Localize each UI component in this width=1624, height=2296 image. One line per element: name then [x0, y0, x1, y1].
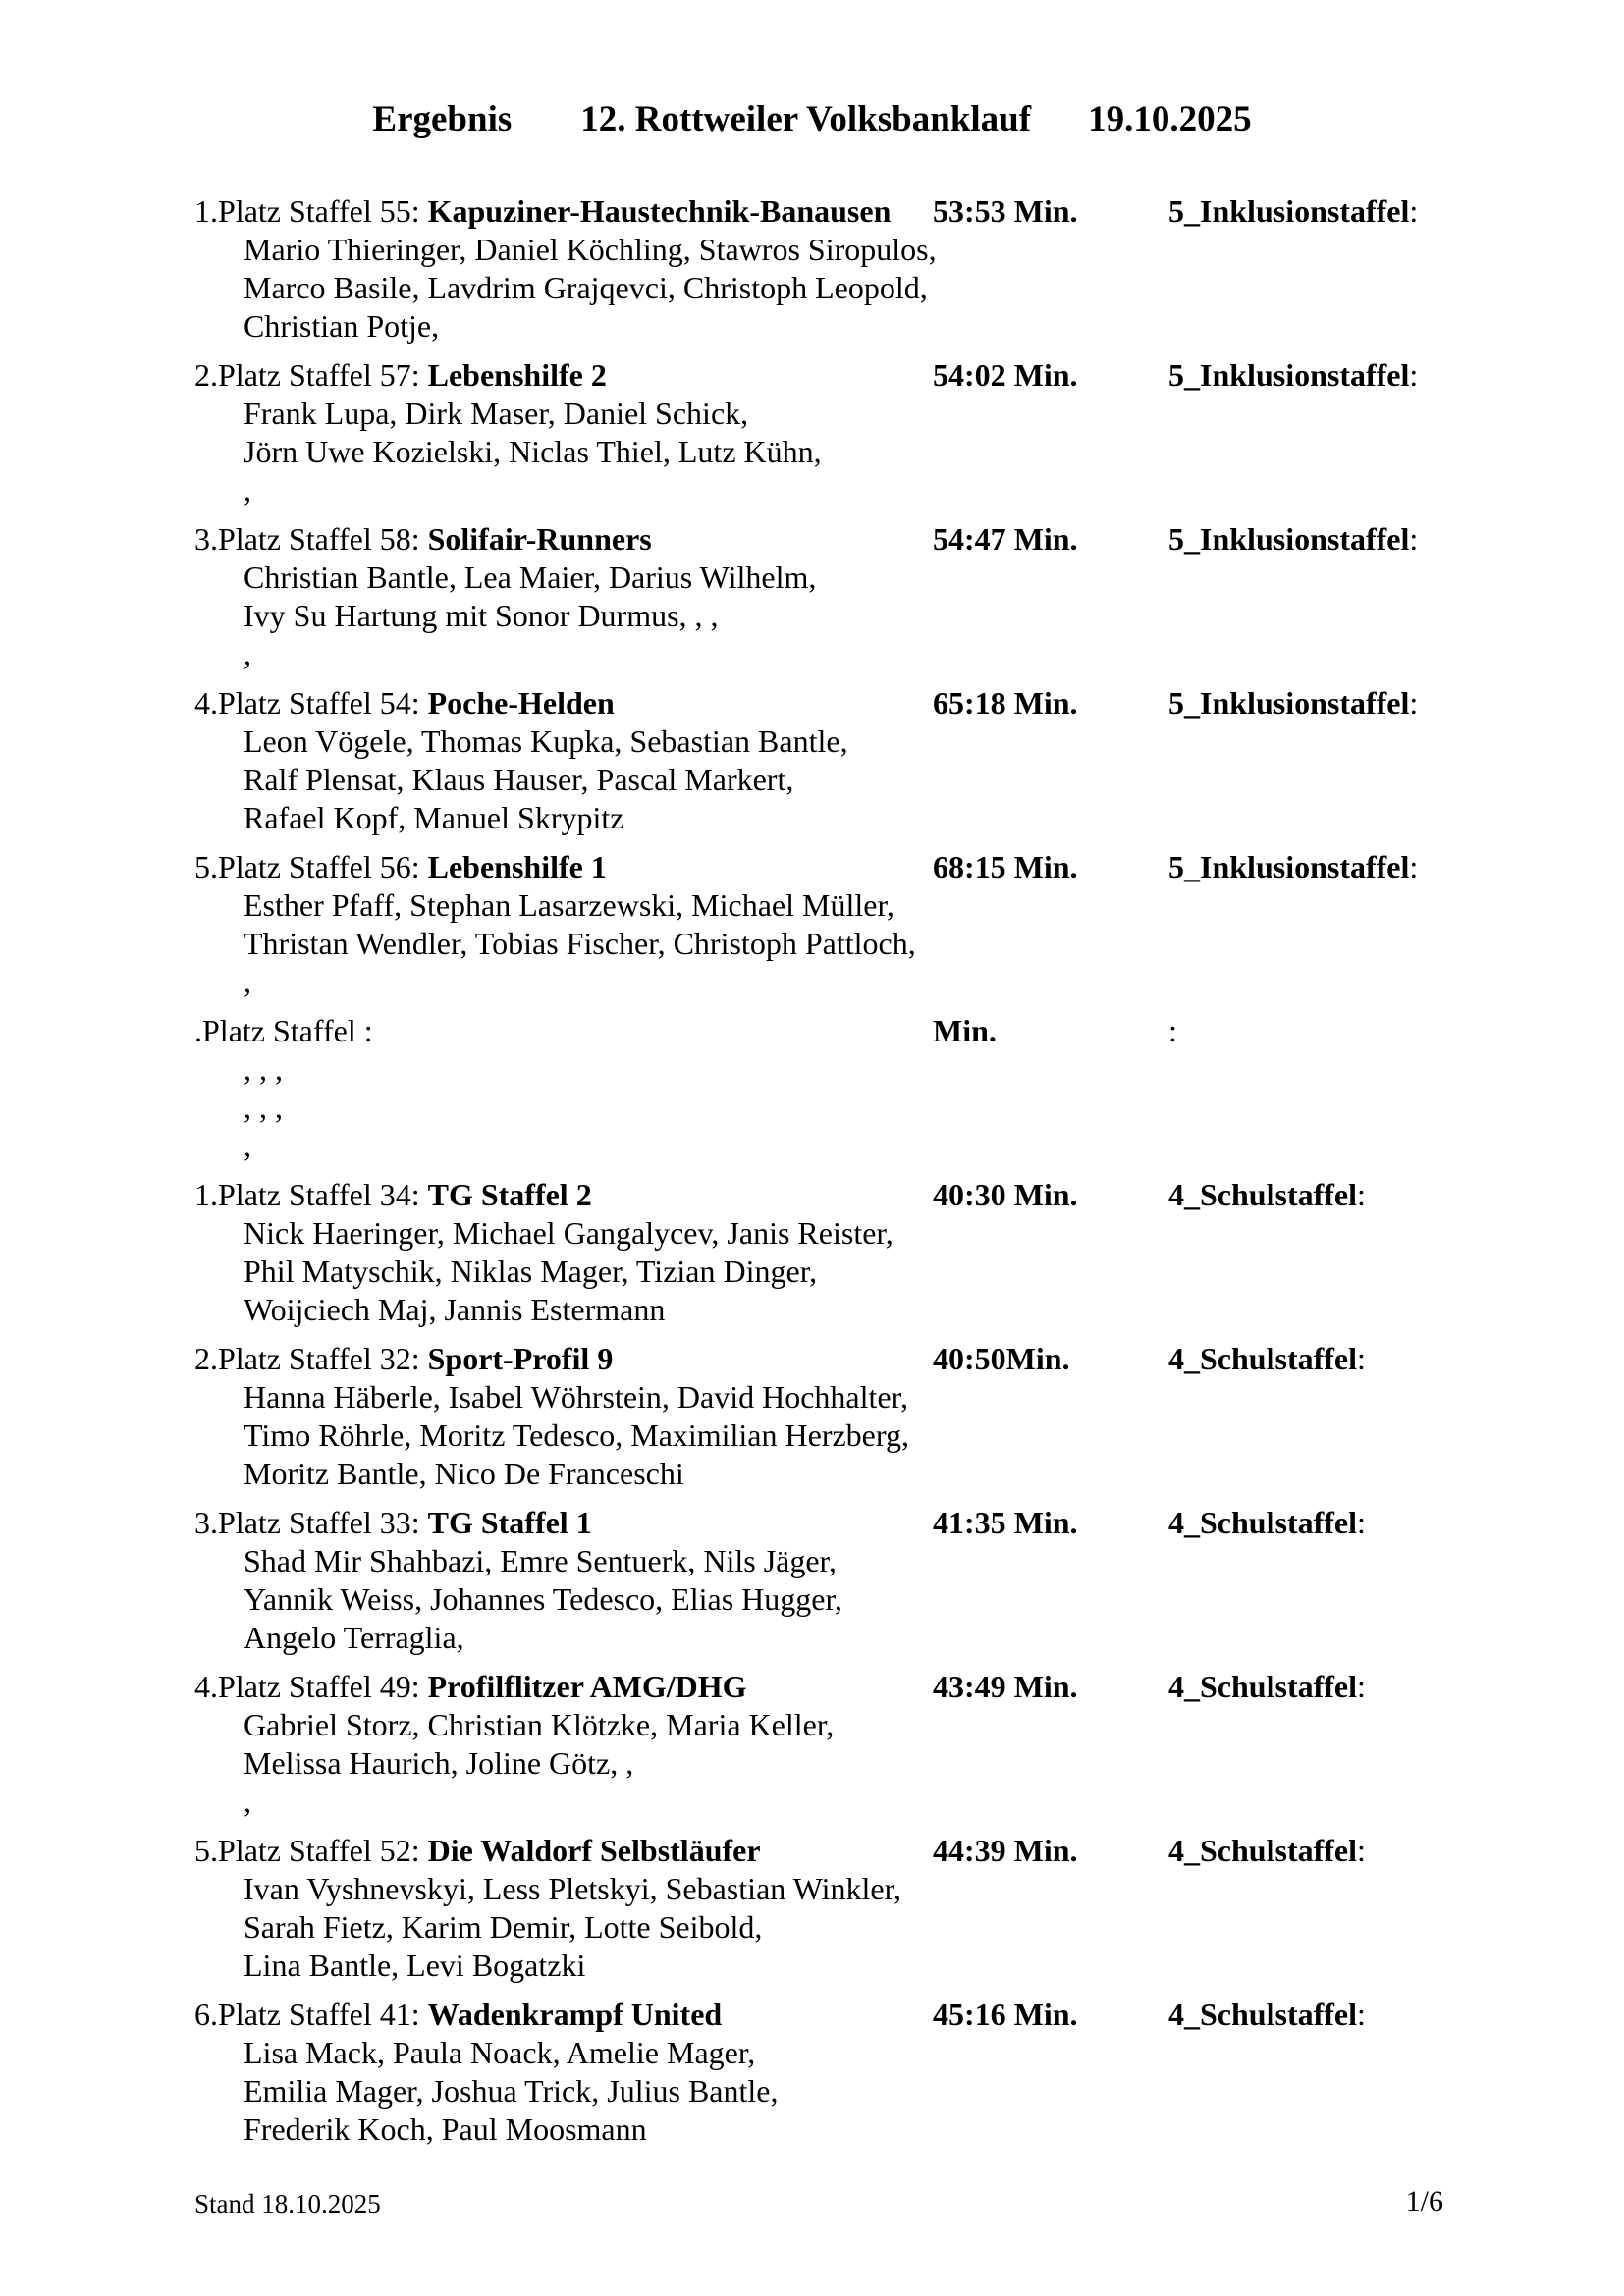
result-runners-line: Emilia Mager, Joshua Trick, Julius Bantle, — [244, 2073, 779, 2109]
result-time: 43:49 Min. — [933, 1669, 1078, 1704]
result-runners-line: , — [244, 964, 251, 999]
result-place — [194, 1340, 613, 1378]
result-place — [194, 356, 607, 395]
title-event: 12. Rottweiler Volksbanklauf — [580, 99, 1032, 139]
result-runners-line: Angelo Terraglia, — [244, 1620, 464, 1655]
result-place-label: 4.Platz Staffel 54: — [194, 685, 420, 721]
result-place — [194, 1832, 761, 1870]
result-runners-line: , — [244, 472, 251, 507]
result-team-name: Profilflitzer AMG/DHG — [427, 1669, 747, 1704]
result-runners-line: Jörn Uwe Kozielski, Niclas Thiel, Lutz Kühn, — [244, 434, 822, 469]
result-entry-header — [194, 1996, 1471, 2034]
result-runners-line: , — [244, 1128, 251, 1163]
result-runners-line: Hanna Häberle, Isabel Wöhrstein, David Hochhalter, — [244, 1379, 908, 1415]
result-team-name: Kapuziner-Haustechnik-Banausen — [427, 193, 892, 229]
result-time: 40:30 Min. — [933, 1177, 1078, 1212]
result-category-label: 4_Schulstaffel — [1168, 1669, 1357, 1704]
result-time: 45:16 Min. — [933, 1997, 1078, 2032]
result-runners-line: , — [244, 1784, 251, 1819]
result-place-label: 5.Platz Staffel 52: — [194, 1833, 420, 1868]
result-time: 54:47 Min. — [933, 521, 1078, 557]
page-number: 1/6 — [1405, 2185, 1443, 2217]
result-entry-header — [194, 1832, 1471, 1870]
result-entry-header — [194, 1176, 1471, 1214]
title-label: Ergebnis — [372, 99, 513, 139]
result-place-label: 4.Platz Staffel 49: — [194, 1669, 420, 1704]
result-team-name: TG Staffel 1 — [427, 1505, 592, 1540]
result-category-suffix: : — [1357, 1669, 1366, 1704]
result-runners-line: Lisa Mack, Paula Noack, Amelie Mager, — [244, 2035, 756, 2070]
result-category — [1168, 520, 1418, 559]
result-place — [194, 520, 652, 559]
result-category-suffix: : — [1409, 357, 1419, 393]
result-runners-line: Melissa Haurich, Joline Götz, , — [244, 1745, 634, 1781]
footer-stand: Stand 18.10.2025 — [194, 2189, 381, 2218]
result-entry — [194, 848, 1471, 1001]
result-entry-header — [194, 192, 1471, 231]
result-category — [1168, 1340, 1366, 1378]
result-team-name: Poche-Helden — [427, 685, 615, 721]
result-place — [194, 1996, 722, 2034]
result-place-label: 6.Platz Staffel 41: — [194, 1997, 420, 2032]
result-category — [1168, 1504, 1366, 1542]
result-team-name: Die Waldorf Selbstläufer — [427, 1833, 761, 1868]
result-place — [194, 848, 607, 886]
result-place-label: 2.Platz Staffel 32: — [194, 1341, 420, 1376]
result-category-suffix: : — [1357, 1997, 1366, 2032]
result-place-label: .Platz Staffel : — [194, 1013, 373, 1048]
result-entry — [194, 1996, 1471, 2149]
result-runners-line: Woijciech Maj, Jannis Estermann — [244, 1292, 666, 1327]
result-runners-line: Phil Matyschik, Niklas Mager, Tizian Dinger, — [244, 1254, 818, 1289]
result-runners-line: Yannik Weiss, Johannes Tedesco, Elias Hugger, — [244, 1581, 842, 1617]
result-category-suffix: : — [1409, 685, 1419, 721]
result-team-name: Wadenkrampf United — [427, 1997, 723, 2032]
result-runners-line: , , , — [244, 1051, 283, 1087]
result-time: 68:15 Min. — [933, 849, 1078, 884]
result-category-label: 5_Inklusionstaffel — [1168, 521, 1410, 557]
result-category — [1168, 356, 1418, 395]
result-time: Min. — [933, 1013, 997, 1048]
document-title — [0, 98, 1624, 141]
result-category — [1168, 1176, 1366, 1214]
result-time: 44:39 Min. — [933, 1833, 1078, 1868]
result-category — [1168, 1996, 1366, 2034]
result-entry — [194, 1176, 1471, 1329]
result-category-suffix: : — [1357, 1177, 1366, 1212]
result-runners-line: Frank Lupa, Dirk Maser, Daniel Schick, — [244, 396, 749, 431]
result-place-label: 1.Platz Staffel 55: — [194, 193, 420, 229]
result-entry — [194, 1504, 1471, 1657]
result-entry-header — [194, 684, 1471, 722]
result-runners-line: Ivan Vyshnevskyi, Less Pletskyi, Sebastian Winkler, — [244, 1871, 901, 1906]
result-place — [194, 192, 891, 231]
result-category — [1168, 1012, 1177, 1050]
result-runners-line: Christian Bantle, Lea Maier, Darius Wilhelm, — [244, 560, 817, 595]
result-category-suffix: : — [1409, 193, 1419, 229]
result-entry — [194, 192, 1471, 346]
result-category-label: 4_Schulstaffel — [1168, 1177, 1357, 1212]
result-runners-line: , — [244, 636, 251, 671]
result-entry-header — [194, 1504, 1471, 1542]
result-place — [194, 1668, 747, 1706]
result-runners-line: Thristan Wendler, Tobias Fischer, Christoph Pattloch, — [244, 926, 916, 961]
results-list — [194, 192, 1471, 2160]
result-category-label: 5_Inklusionstaffel — [1168, 685, 1410, 721]
result-category-suffix: : — [1409, 849, 1419, 884]
result-time: 53:53 Min. — [933, 193, 1078, 229]
result-place — [194, 1504, 592, 1542]
result-runners-line: Shad Mir Shahbazi, Emre Sentuerk, Nils Jäger, — [244, 1543, 837, 1578]
result-category-label: 5_Inklusionstaffel — [1168, 193, 1410, 229]
result-runners-line: Leon Vögele, Thomas Kupka, Sebastian Bantle, — [244, 723, 848, 759]
result-category-label: 4_Schulstaffel — [1168, 1833, 1357, 1868]
result-team-name: TG Staffel 2 — [427, 1177, 592, 1212]
result-time: 54:02 Min. — [933, 357, 1078, 393]
result-team-name: Solifair-Runners — [427, 521, 652, 557]
result-category — [1168, 1832, 1366, 1870]
result-category-label: 4_Schulstaffel — [1168, 1505, 1357, 1540]
result-runners-line: Frederik Koch, Paul Moosmann — [244, 2111, 647, 2147]
result-category-suffix: : — [1409, 521, 1419, 557]
result-place-label: 2.Platz Staffel 57: — [194, 357, 420, 393]
result-time: 41:35 Min. — [933, 1505, 1078, 1540]
result-team-name: Sport-Profil 9 — [427, 1341, 614, 1376]
result-runners-line: Nick Haeringer, Michael Gangalycev, Janis Reister, — [244, 1215, 893, 1251]
result-entry-header — [194, 848, 1471, 886]
result-entry-header — [194, 356, 1471, 395]
title-date: 19.10.2025 — [1088, 99, 1252, 139]
result-category — [1168, 192, 1418, 231]
result-team-name: Lebenshilfe 1 — [427, 849, 607, 884]
result-time: 40:50Min. — [933, 1341, 1070, 1376]
result-category — [1168, 684, 1418, 722]
result-entry-header — [194, 1012, 1471, 1050]
result-place — [194, 1176, 592, 1214]
result-entry-header — [194, 1340, 1471, 1378]
result-runners-line: Moritz Bantle, Nico De Franceschi — [244, 1456, 684, 1491]
result-place-label: 1.Platz Staffel 34: — [194, 1177, 420, 1212]
result-entry — [194, 684, 1471, 837]
result-team-name: Lebenshilfe 2 — [427, 357, 607, 393]
result-entry — [194, 1012, 1471, 1165]
result-runners-line: Timo Röhrle, Moritz Tedesco, Maximilian Herzberg, — [244, 1417, 909, 1453]
result-category-label: 5_Inklusionstaffel — [1168, 849, 1410, 884]
result-runners-line: Ivy Su Hartung mit Sonor Durmus, , , — [244, 598, 719, 633]
result-runners-line: Esther Pfaff, Stephan Lasarzewski, Michael Müller, — [244, 887, 894, 923]
result-runners-line: Gabriel Storz, Christian Klötzke, Maria Keller, — [244, 1707, 835, 1742]
result-entry-header — [194, 1668, 1471, 1706]
result-entry — [194, 1668, 1471, 1821]
result-place — [194, 1012, 373, 1050]
result-runners-line: Mario Thieringer, Daniel Köchling, Stawros Siropulos, — [244, 232, 937, 267]
result-entry — [194, 356, 1471, 509]
result-entry — [194, 1340, 1471, 1493]
result-category-suffix: : — [1357, 1833, 1366, 1868]
result-category-suffix: : — [1357, 1341, 1366, 1376]
result-category-suffix: : — [1168, 1013, 1177, 1048]
result-category — [1168, 1668, 1366, 1706]
result-category-label: 4_Schulstaffel — [1168, 1341, 1357, 1376]
result-category-suffix: : — [1357, 1505, 1366, 1540]
result-entry-header — [194, 520, 1471, 559]
result-place-label: 3.Platz Staffel 33: — [194, 1505, 420, 1540]
result-category-label: 5_Inklusionstaffel — [1168, 357, 1410, 393]
result-place — [194, 684, 615, 722]
result-category — [1168, 848, 1418, 886]
result-time: 65:18 Min. — [933, 685, 1078, 721]
result-category-label: 4_Schulstaffel — [1168, 1997, 1357, 2032]
result-runners-line: Marco Basile, Lavdrim Grajqevci, Christoph Leopold, — [244, 270, 928, 305]
result-runners-line: Rafael Kopf, Manuel Skrypitz — [244, 800, 624, 835]
result-entry — [194, 520, 1471, 673]
result-place-label: 5.Platz Staffel 56: — [194, 849, 420, 884]
result-runners-line: , , , — [244, 1090, 283, 1125]
result-place-label: 3.Platz Staffel 58: — [194, 521, 420, 557]
result-runners-line: Ralf Plensat, Klaus Hauser, Pascal Markert, — [244, 762, 794, 797]
result-runners-line: Christian Potje, — [244, 308, 440, 344]
result-entry — [194, 1832, 1471, 1985]
result-runners-line: Lina Bantle, Levi Bogatzki — [244, 1948, 586, 1983]
result-runners-line: Sarah Fietz, Karim Demir, Lotte Seibold, — [244, 1909, 763, 1945]
